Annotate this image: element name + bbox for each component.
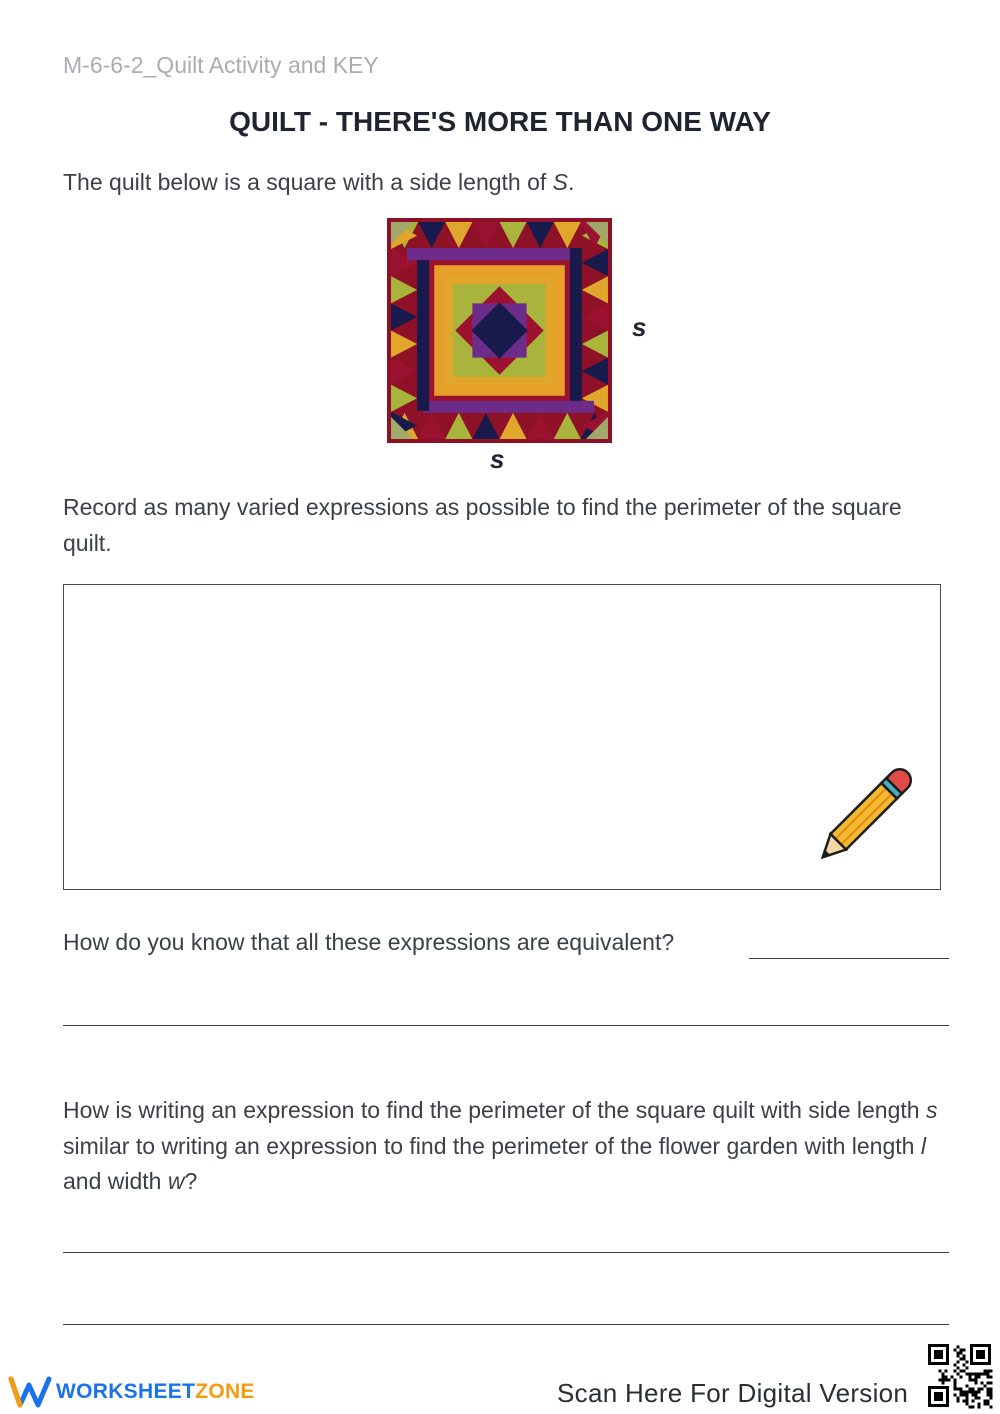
equivalent-question: How do you know that all these expressions are equivalent? [63, 929, 675, 955]
qr-module [975, 1394, 978, 1397]
qr-module [957, 1355, 960, 1358]
qr-module [987, 1400, 990, 1403]
qr-module [960, 1352, 963, 1355]
qr-module [987, 1370, 990, 1373]
record-prompt: Record as many varied expressions as possible to find the perimeter of the square quilt. [63, 494, 902, 556]
qr-module [987, 1382, 990, 1385]
qr-module [963, 1400, 966, 1403]
variable-l: l [920, 1132, 926, 1159]
similar-question [63, 1093, 955, 1200]
qr-module [942, 1376, 945, 1379]
qr-module [984, 1385, 987, 1388]
qr-module [972, 1391, 975, 1394]
quilt-navy-strip-right [570, 248, 582, 401]
qr-module [975, 1397, 978, 1400]
qr-module [969, 1376, 972, 1379]
answer-line-3[interactable] [63, 1252, 949, 1253]
intro-variable: S [552, 169, 569, 195]
qr-module [963, 1358, 966, 1361]
qr-module [963, 1394, 966, 1397]
qr-finder [976, 1350, 985, 1359]
qr-module [966, 1367, 969, 1370]
similar-question-part4: ? [184, 1168, 198, 1194]
qr-module [966, 1361, 969, 1364]
qr-module [948, 1379, 951, 1382]
qr-module [960, 1370, 963, 1373]
worksheetzone-logo-icon [8, 1376, 52, 1408]
qr-module [957, 1346, 960, 1349]
qr-module [960, 1349, 963, 1352]
qr-module [954, 1388, 957, 1391]
qr-module [978, 1403, 981, 1406]
page-title: QUILT - THERE'S MORE THAN ONE WAY [229, 106, 771, 137]
qr-module [954, 1364, 957, 1367]
qr-module [954, 1349, 957, 1352]
qr-module [957, 1373, 960, 1376]
qr-module [990, 1394, 993, 1397]
qr-module [966, 1373, 969, 1376]
quilt-purple-strip-bottom [423, 401, 594, 413]
answer-line-4[interactable] [63, 1324, 949, 1325]
similar-question-part1: How is writing an expression to find the perimeter of the square quilt with side length [63, 1097, 926, 1123]
qr-module [957, 1367, 960, 1370]
qr-module [987, 1388, 990, 1391]
qr-module [969, 1373, 972, 1376]
qr-code-icon[interactable] [928, 1344, 994, 1410]
qr-module [990, 1391, 993, 1394]
qr-module [984, 1403, 987, 1406]
quilt-navy-strip-left [417, 260, 429, 411]
qr-module [987, 1403, 990, 1406]
qr-module [972, 1400, 975, 1403]
qr-module [981, 1382, 984, 1385]
qr-module [963, 1349, 966, 1352]
qr-finder [934, 1392, 943, 1401]
qr-module [963, 1370, 966, 1373]
similar-question-part3: and width [63, 1168, 168, 1194]
side-label-right: s [632, 312, 647, 342]
qr-module [969, 1379, 972, 1382]
qr-module [972, 1373, 975, 1376]
qr-module [981, 1388, 984, 1391]
qr-module [978, 1391, 981, 1394]
qr-module [954, 1385, 957, 1388]
qr-module [972, 1394, 975, 1397]
qr-module [957, 1400, 960, 1403]
scan-text: Scan Here For Digital Version [557, 1378, 909, 1408]
qr-module [966, 1403, 969, 1406]
qr-module [960, 1388, 963, 1391]
qr-module [972, 1388, 975, 1391]
qr-module [960, 1394, 963, 1397]
qr-module [984, 1373, 987, 1376]
qr-module [957, 1361, 960, 1364]
qr-module [978, 1406, 981, 1409]
qr-module [951, 1376, 954, 1379]
qr-module [942, 1379, 945, 1382]
qr-module [972, 1406, 975, 1409]
pencil-icon [798, 752, 928, 882]
qr-module [978, 1388, 981, 1391]
intro-text-after: . [568, 169, 575, 195]
qr-module [954, 1379, 957, 1382]
qr-module [966, 1400, 969, 1403]
qr-module [957, 1397, 960, 1400]
qr-module [978, 1373, 981, 1376]
qr-module [987, 1376, 990, 1379]
qr-module [939, 1370, 942, 1373]
qr-module [978, 1376, 981, 1379]
qr-module [966, 1397, 969, 1400]
qr-module [990, 1397, 993, 1400]
qr-module [963, 1364, 966, 1367]
qr-module [969, 1406, 972, 1409]
qr-module [942, 1382, 945, 1385]
qr-module [939, 1379, 942, 1382]
qr-module [954, 1382, 957, 1385]
qr-module [963, 1355, 966, 1358]
qr-module [981, 1373, 984, 1376]
qr-module [984, 1400, 987, 1403]
qr-module [990, 1382, 993, 1385]
quilt-illustration [387, 218, 612, 443]
qr-module [954, 1370, 957, 1373]
qr-module [945, 1379, 948, 1382]
side-label-bottom: s [490, 444, 505, 474]
answer-line-1[interactable] [749, 958, 949, 959]
variable-s: s [925, 1097, 938, 1123]
qr-module [966, 1385, 969, 1388]
qr-module [990, 1376, 993, 1379]
qr-module [975, 1382, 978, 1385]
qr-finder [934, 1350, 943, 1359]
qr-module [984, 1370, 987, 1373]
similar-question-part2: similar to writing an expression to find the perimeter of the flower garden with length [63, 1132, 921, 1159]
qr-module [954, 1394, 957, 1397]
qr-module [957, 1388, 960, 1391]
qr-module [987, 1394, 990, 1397]
qr-module [987, 1391, 990, 1394]
intro-text [63, 165, 574, 201]
qr-module [960, 1376, 963, 1379]
qr-module [990, 1406, 993, 1409]
qr-module [990, 1388, 993, 1391]
qr-module [975, 1376, 978, 1379]
qr-module [975, 1379, 978, 1382]
intro-text-before: The quilt below is a square with a side length of [63, 169, 553, 195]
qr-module [969, 1388, 972, 1391]
qr-module [978, 1397, 981, 1400]
qr-module [966, 1391, 969, 1394]
qr-module [966, 1394, 969, 1397]
qr-module [960, 1358, 963, 1361]
quilt-purple-strip-top [407, 248, 576, 260]
variable-w: w [167, 1168, 185, 1194]
qr-module [975, 1391, 978, 1394]
brand-name-part2: ZONE [195, 1380, 255, 1403]
document-id: M-6-6-2_Quilt Activity and KEY [63, 52, 379, 78]
qr-module [957, 1352, 960, 1355]
answer-line-2[interactable] [63, 1025, 949, 1026]
qr-module [987, 1373, 990, 1376]
qr-module [969, 1391, 972, 1394]
qr-module [942, 1373, 945, 1376]
qr-module [945, 1376, 948, 1379]
brand-name-part1: WORKSHEET [56, 1380, 196, 1403]
qr-module [960, 1391, 963, 1394]
brand-name[interactable] [56, 1380, 255, 1404]
qr-module [945, 1370, 948, 1373]
qr-module [963, 1391, 966, 1394]
qr-module [972, 1379, 975, 1382]
qr-module [990, 1370, 993, 1373]
qr-module [975, 1373, 978, 1376]
